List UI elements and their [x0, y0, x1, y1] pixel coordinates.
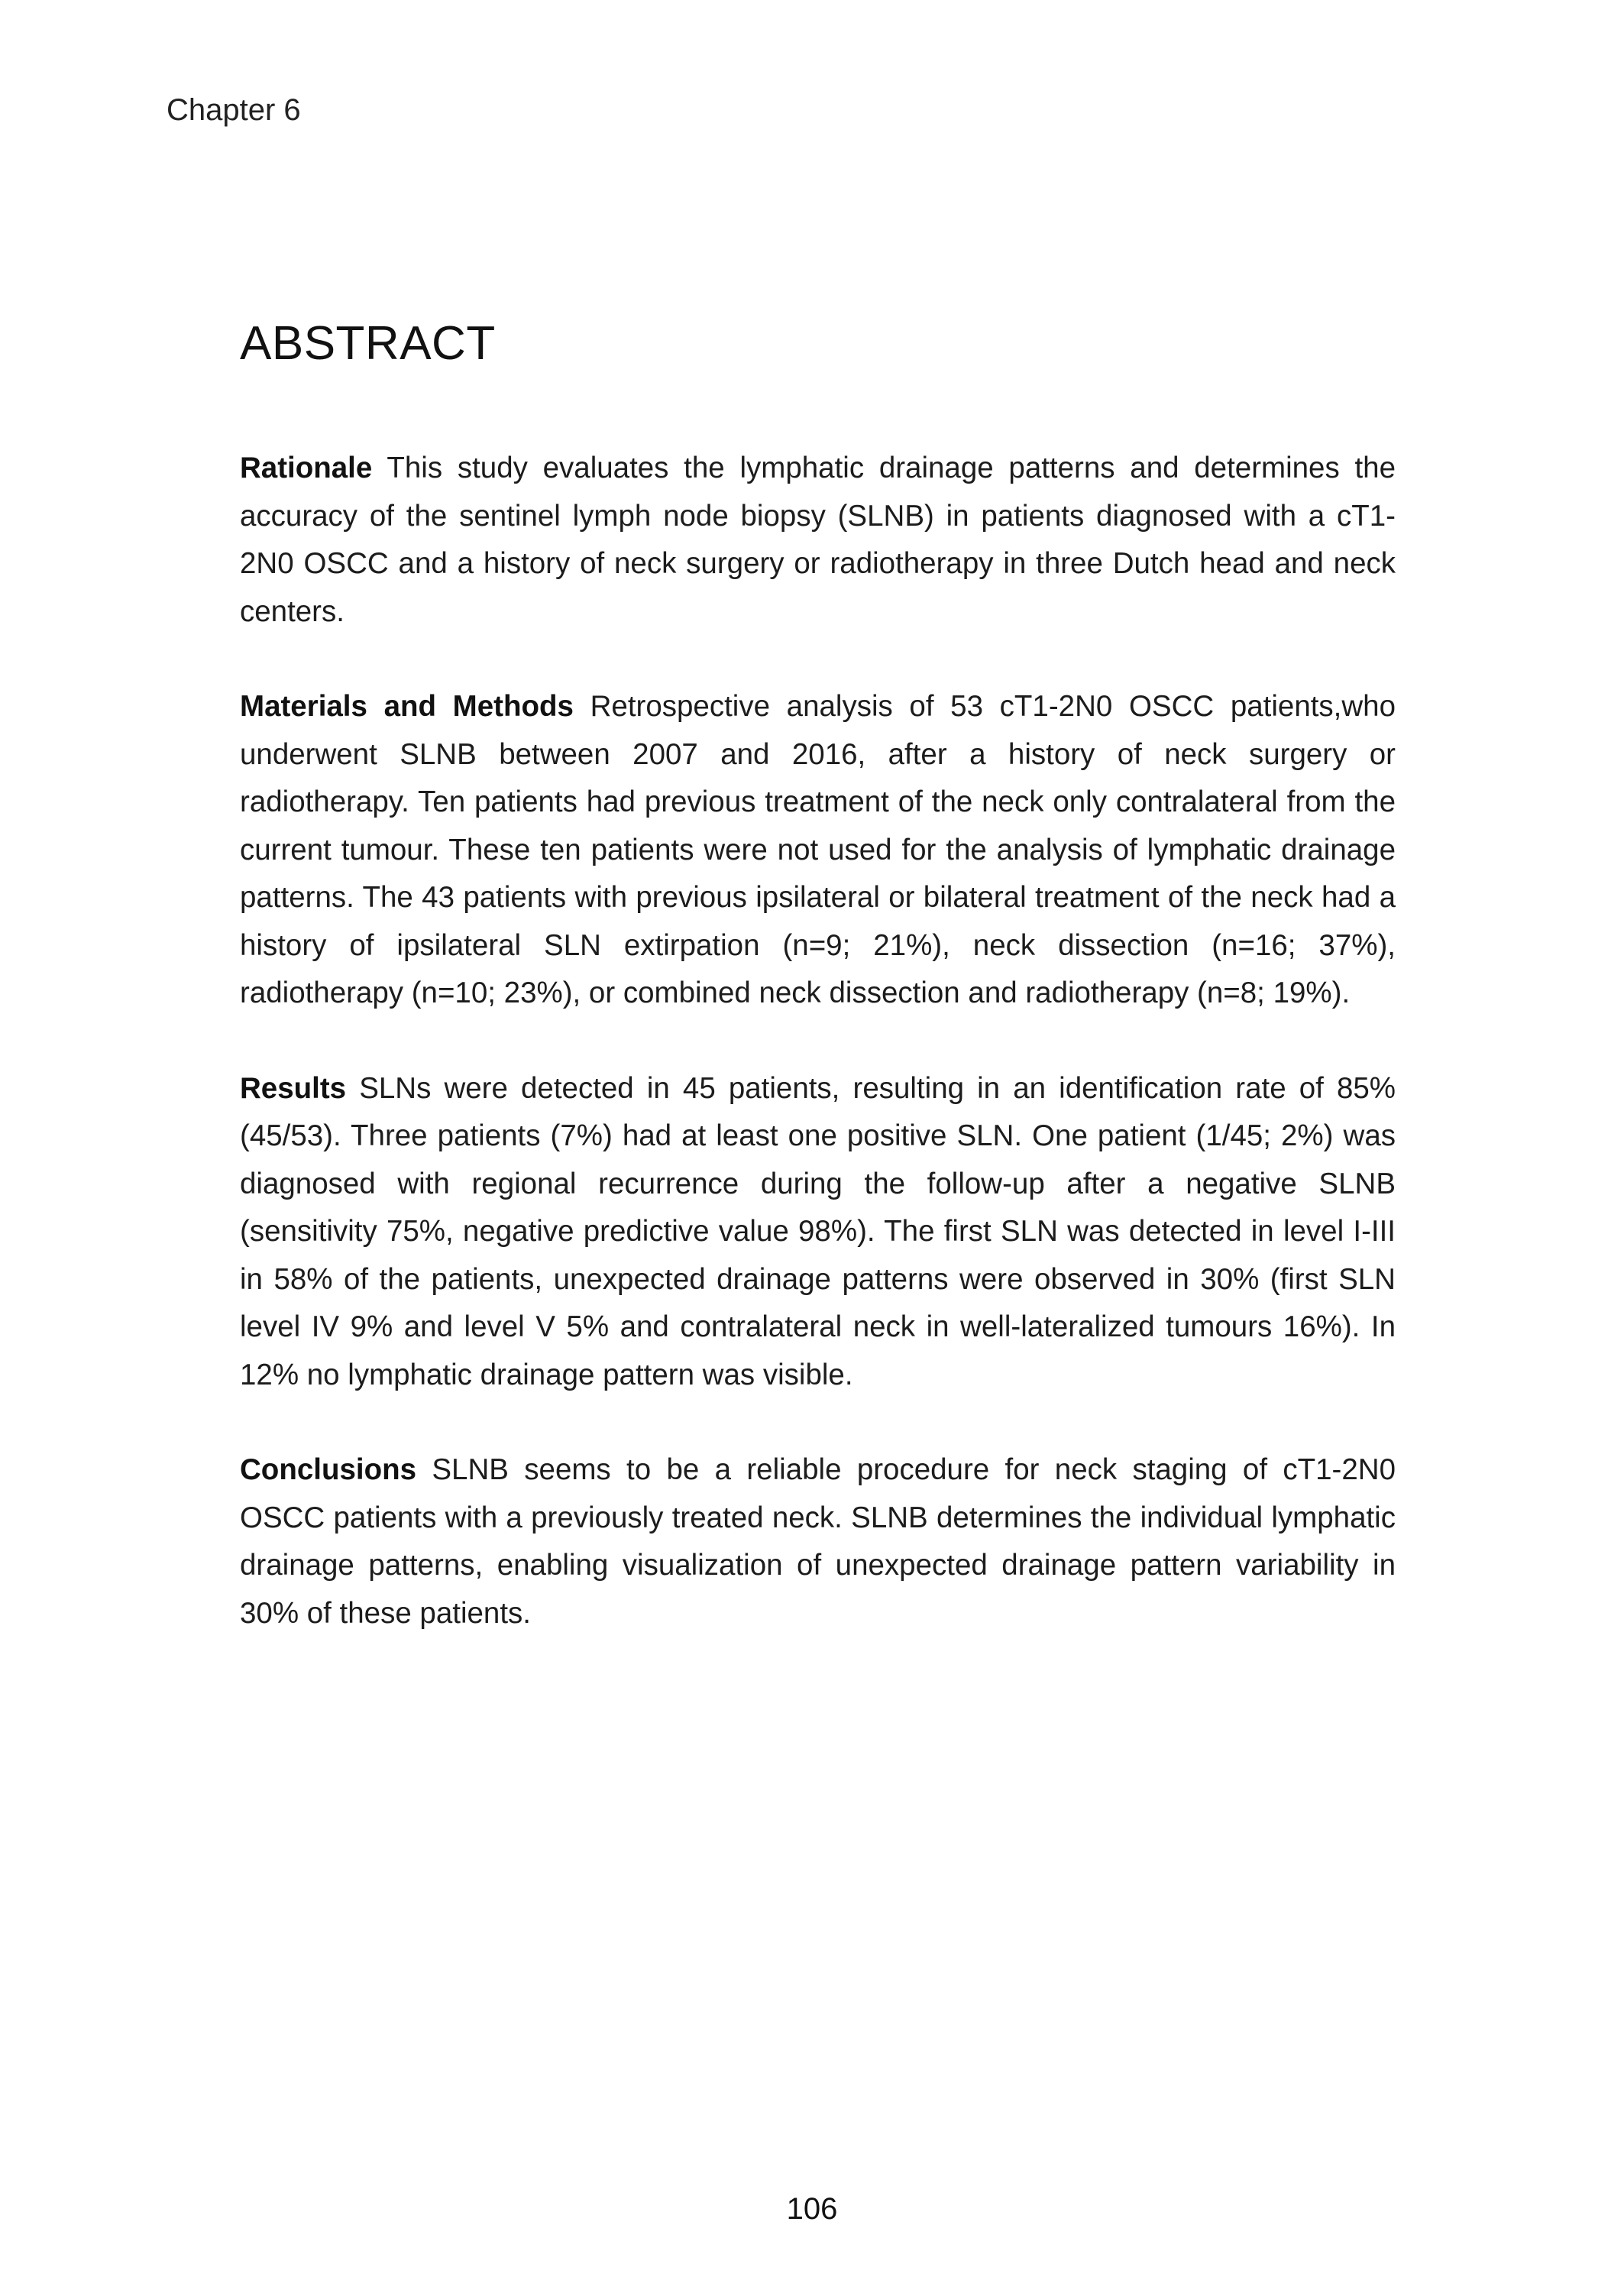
abstract-section-conclusions — [240, 1446, 1396, 1637]
page-number: 106 — [786, 2192, 838, 2226]
abstract-section-rationale — [240, 445, 1396, 636]
abstract-body — [240, 313, 1396, 1637]
section-label-conclusions: Conclusions — [240, 1453, 417, 1486]
section-label-results: Results — [240, 1071, 347, 1105]
abstract-section-methods — [240, 683, 1396, 1018]
section-text-rationale: This study evaluates the lymphatic drainage patterns and determines the accuracy of the sentinel lymph node biopsy (SLNB) in patients diagnosed with a cT1-2N0 OSCC and a history of neck surgery or radiotherapy in three Dutch head and neck centers. — [240, 452, 1396, 628]
section-label-rationale: Rationale — [240, 452, 373, 484]
abstract-section-results — [240, 1065, 1396, 1400]
abstract-heading: ABSTRACT — [240, 317, 496, 370]
section-text-methods: Retrospective analysis of 53 cT1-2N0 OSCC patients,who underwent SLNB between 2007 and 2016, after a history of neck surgery or radiotherapy. Ten patients had previous treatment of the neck only contralateral from the current tumour. These ten patients were not used for the analysis of lymphatic drainage patterns. The 43 patients with previous ipsilateral or bilateral treatment of the neck had a history of ipsilateral SLN extirpation (n=9; 21%), neck dissection (n=16; 37%), radiotherapy (n=10; 23%), or combined neck dissection and radiotherapy (n=8; 19%). — [240, 690, 1396, 1009]
running-head: Chapter 6 — [167, 93, 301, 127]
section-label-methods: Materials and Methods — [240, 690, 574, 723]
section-text-results: SLNs were detected in 45 patients, resulting in an identification rate of 85% (45/53). Three patients (7%) had at least one positive SLN. One patient (1/45; 2%) was diagnosed with regional recurrence during the follow-up after a negative SLNB (sensitivity 75%, negative predictive value 98%). The first SLN was detected in level I-III in 58% of the patients, unexpected drainage patterns were observed in 30% (first SLN level IV 9% and level V 5% and contralateral neck in well-lateralized tumours 16%). In 12% no lymphatic drainage pattern was visible. — [240, 1071, 1396, 1391]
section-text-conclusions: SLNB seems to be a reliable procedure for neck staging of cT1-2N0 OSCC patients with a previously treated neck. SLNB determines the individual lymphatic drainage patterns, enabling visualization of unexpected drainage pattern variability in 30% of these patients. — [240, 1453, 1396, 1630]
